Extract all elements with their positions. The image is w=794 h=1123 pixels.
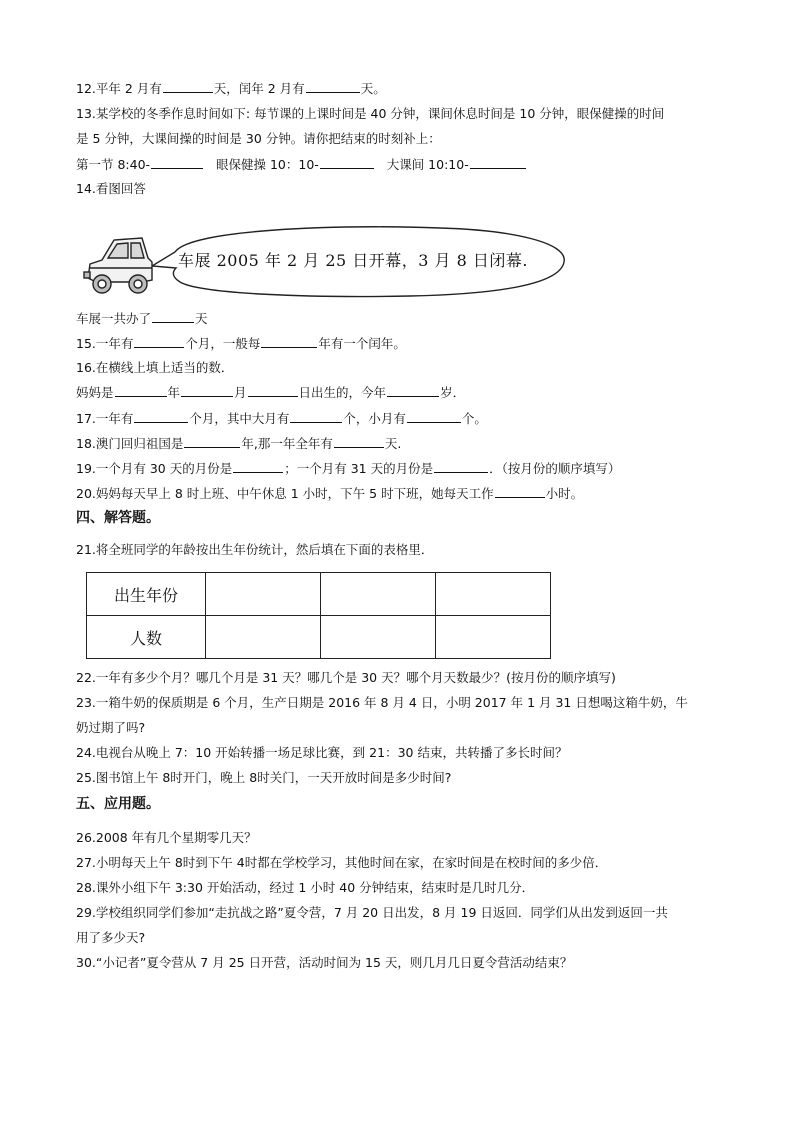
q15-text-b: 个月，一般每 <box>185 336 261 351</box>
answer-blank[interactable] <box>434 460 488 473</box>
question-12 <box>76 80 386 97</box>
answer-blank[interactable] <box>306 80 360 93</box>
question-20 <box>76 485 583 502</box>
answer-blank[interactable] <box>184 435 240 448</box>
q16-text-e: 岁． <box>440 385 466 400</box>
question-18 <box>76 435 401 452</box>
q14-ask-unit: 天 <box>195 311 208 326</box>
q18-text-b: 年,那一年全年有 <box>241 436 333 451</box>
table-cell[interactable] <box>436 616 551 659</box>
question-17 <box>76 410 487 427</box>
question-13-line3 <box>76 156 527 173</box>
question-28: 28.课外小组下午 3:30 开始活动，经过 1 小时 40 分钟结束，结束时是几时几分． <box>76 880 535 895</box>
section-5-heading: 五、应用题。 <box>76 796 160 812</box>
answer-blank[interactable] <box>334 435 384 448</box>
table-cell[interactable] <box>206 616 321 659</box>
table-header-count: 人数 <box>87 616 206 659</box>
q14-ask-text: 车展一共办了 <box>76 311 152 326</box>
answer-blank[interactable] <box>233 460 283 473</box>
q17-text-a: 17.一年有 <box>76 411 134 426</box>
answer-blank[interactable] <box>407 410 461 423</box>
q12-text-b: 天，闰年 2 月有 <box>213 81 305 96</box>
question-25: 25.图书馆上午 8时开门，晚上 8时关门，一天开放时间是多少时间? <box>76 770 452 785</box>
question-26: 26.2008 年有几个星期零几天？ <box>76 830 257 845</box>
answer-blank[interactable] <box>134 410 188 423</box>
table-row <box>87 573 551 616</box>
answer-blank[interactable] <box>152 310 194 323</box>
q17-text-c: 个，小月有 <box>343 411 406 426</box>
q12-text-c: 天。 <box>360 81 386 96</box>
q16-text-b: 年 <box>167 385 181 400</box>
q19-text-c: ．（按月份的顺序填写） <box>489 461 621 476</box>
q16-text-d: 日出生的，今年 <box>298 385 387 400</box>
table-cell[interactable] <box>321 573 436 616</box>
table-cell[interactable] <box>206 573 321 616</box>
q13-period3: 大课间 10:10- <box>386 157 469 172</box>
question-14-ask <box>76 310 208 327</box>
q18-text-c: 天. <box>384 436 402 451</box>
q16-text-a: 妈妈是 <box>76 385 114 400</box>
answer-blank[interactable] <box>163 80 213 93</box>
q18-text-a: 18.澳门回归祖国是 <box>76 436 184 451</box>
question-27: 27.小明每天上午 8时到下午 4时都在学校学习，其他时间在家，在家时间是在校时间的多少倍． <box>76 855 608 870</box>
answer-blank[interactable] <box>495 485 545 498</box>
question-16-title: 16.在横线上填上适当的数． <box>76 360 234 375</box>
answer-blank[interactable] <box>181 384 233 397</box>
q15-text-c: 年有一个闰年。 <box>318 336 406 351</box>
question-23-line1: 23.一箱牛奶的保质期是 6 个月，生产日期是 2016 年 8 月 4 日，小明 2017 年 1 月 31 日想喝这箱牛奶，牛 <box>76 695 688 710</box>
section-4-heading: 四、解答题。 <box>76 510 160 526</box>
table-row <box>87 616 551 659</box>
question-16-line <box>76 384 465 401</box>
q19-text-b: ；一个月有 31 天的月份是 <box>284 461 434 476</box>
question-29-line1: 29.学校组织同学们参加“走抗战之路”夏令营，7 月 20 日出发，8 月 19 日返回．同学们从出发到返回一共 <box>76 905 668 920</box>
q17-text-d: 个。 <box>461 411 487 426</box>
q16-text-c: 月 <box>234 385 247 400</box>
answer-blank[interactable] <box>248 384 298 397</box>
question-24: 24.电视台从晚上 7：10 开始转播一场足球比赛，到 21：30 结束，共转播了多长时间？ <box>76 745 568 760</box>
q13-period2: 眼保健操 10：10- <box>215 157 319 172</box>
car-icon <box>84 238 152 293</box>
table-cell[interactable] <box>321 616 436 659</box>
question-29-line2: 用了多少天? <box>76 930 146 945</box>
q12-text-a: 12.平年 2 月有 <box>76 81 162 96</box>
question-15 <box>76 335 406 352</box>
answer-blank[interactable] <box>320 156 374 169</box>
question-30: 30.“小记者”夏令营从 7 月 25 日开营，活动时间为 15 天，则几月几日夏令营活动结束？ <box>76 955 573 970</box>
answer-blank[interactable] <box>151 156 203 169</box>
q15-text-a: 15.一年有 <box>76 336 134 351</box>
answer-blank[interactable] <box>115 384 167 397</box>
answer-blank[interactable] <box>261 335 317 348</box>
q20-text-b: 小时。 <box>545 486 584 501</box>
question-14-title: 14.看图回答 <box>76 181 146 196</box>
answer-blank[interactable] <box>290 410 342 423</box>
q19-text-a: 19.一个月有 30 天的月份是 <box>76 461 233 476</box>
question-13-line2: 是 5 分钟，大课间操的时间是 30 分钟。请你把结束的时刻补上： <box>76 131 441 146</box>
question-13-line1: 13.某学校的冬季作息时间如下: 每节课的上课时间是 40 分钟，课间休息时间是 10 分钟，眼保健操的时间 <box>76 106 665 121</box>
table-cell[interactable] <box>436 573 551 616</box>
answer-blank[interactable] <box>387 384 439 397</box>
question-22: 22.一年有多少个月？哪几个月是 31 天？哪几个是 30 天？哪个月天数最少？(按月份的顺序填写) <box>76 670 616 685</box>
q17-text-b: 个月，其中大月有 <box>189 411 290 426</box>
q20-text-a: 20.妈妈每天早上 8 时上班、中午休息 1 小时，下午 5 时下班，她每天工作 <box>76 486 494 501</box>
speech-bubble-text: 车展 2005 年 2 月 25 日开幕，3 月 8 日闭幕. <box>178 251 528 270</box>
question-19 <box>76 460 620 477</box>
birth-year-table <box>86 572 551 659</box>
table-header-birth-year: 出生年份 <box>87 573 206 616</box>
question-21: 21.将全班同学的年龄按出生年份统计，然后填在下面的表格里． <box>76 542 434 557</box>
answer-blank[interactable] <box>470 156 526 169</box>
question-23-line2: 奶过期了吗? <box>76 720 146 735</box>
q13-period1: 第一节 8:40- <box>76 157 151 172</box>
answer-blank[interactable] <box>134 335 184 348</box>
